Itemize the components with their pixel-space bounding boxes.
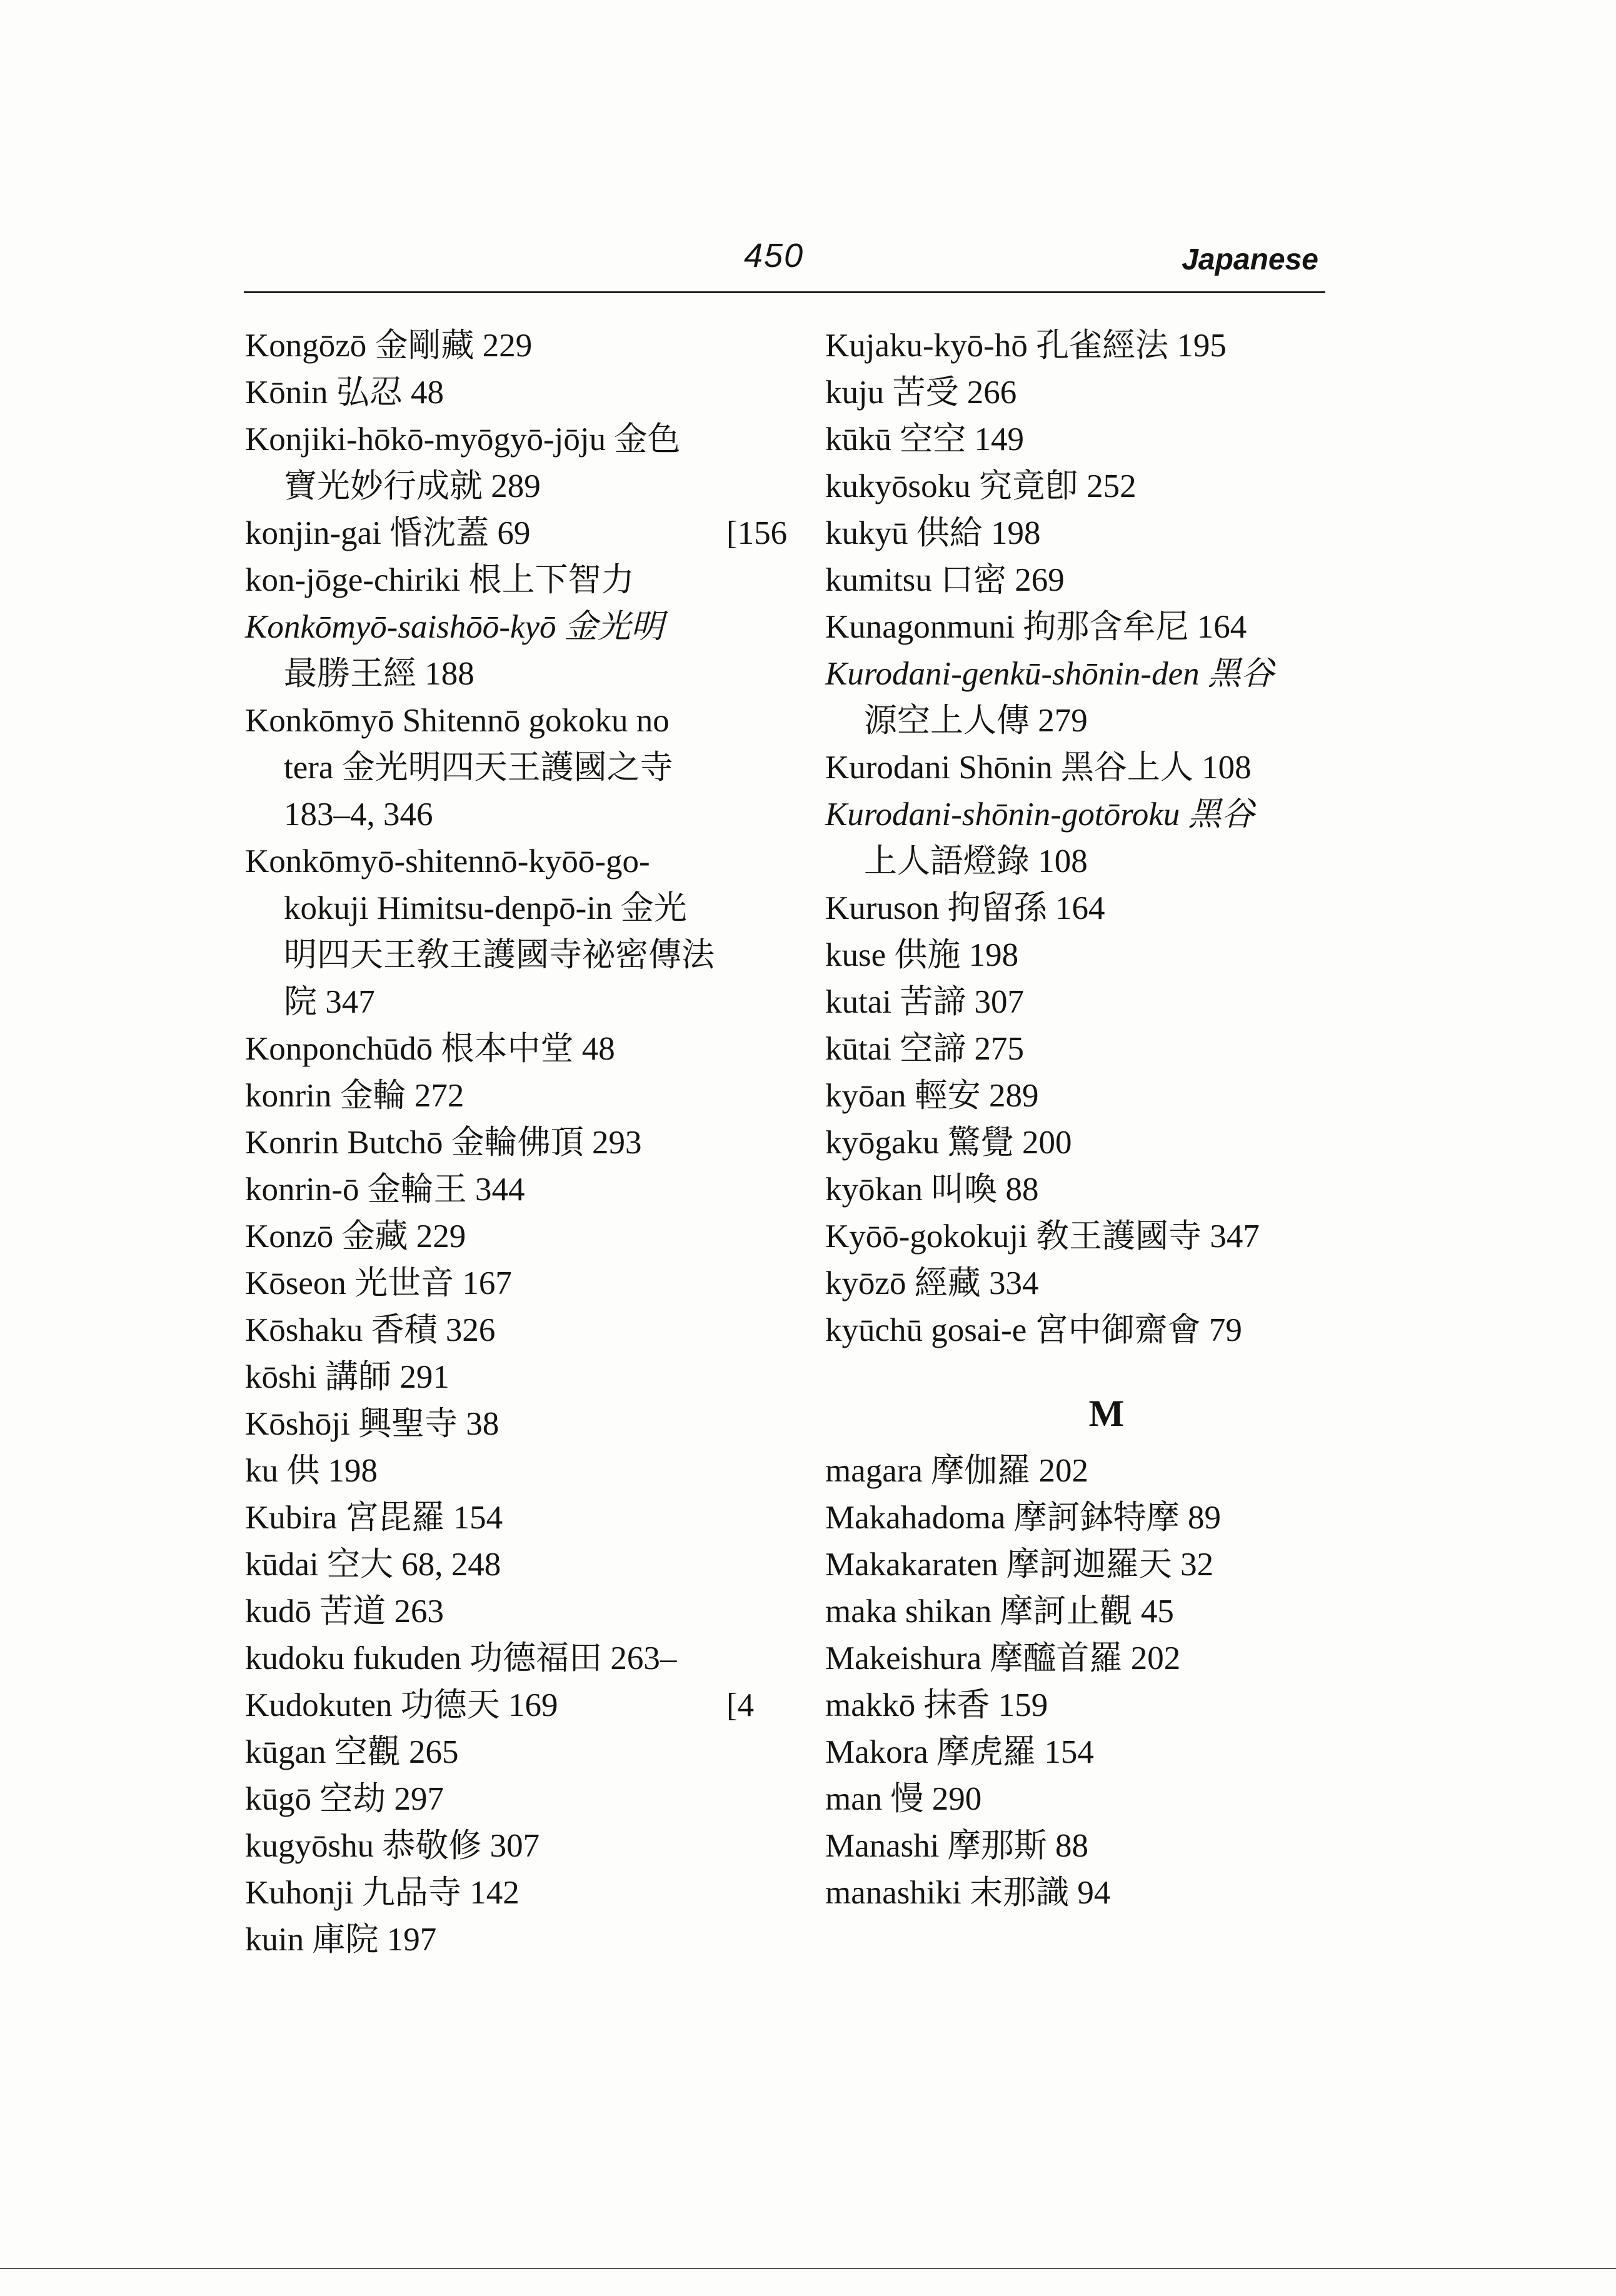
index-entry bbox=[825, 744, 1388, 791]
footer-rule bbox=[0, 2268, 1616, 2269]
entry-headword: Konrin Butchō 金輪佛頂 293 bbox=[245, 1125, 642, 1161]
entry-headword: kūgō 空劫 297 bbox=[245, 1781, 444, 1817]
entry-continuation: 最勝王經 188 bbox=[284, 656, 474, 692]
entry-headword: Kōshaku 香積 326 bbox=[245, 1312, 496, 1348]
entry-headword: maka shikan 摩訶止觀 45 bbox=[825, 1593, 1174, 1630]
index-entry bbox=[245, 1635, 808, 1682]
index-entry bbox=[825, 1588, 1388, 1635]
index-entry bbox=[825, 1823, 1388, 1870]
index-entry bbox=[245, 557, 808, 604]
index-entry bbox=[825, 1307, 1388, 1354]
entry-headword: konjin-gai 惛沈蓋 69 bbox=[245, 515, 531, 551]
index-entry bbox=[825, 1260, 1388, 1307]
entry-headword: Kurodani Shōnin 黑谷上人 108 bbox=[825, 749, 1252, 786]
entry-headword: Konkōmyō-saishōō-kyō 金光明 bbox=[245, 609, 664, 645]
entry-headword: Manashi 摩那斯 88 bbox=[825, 1828, 1089, 1864]
entry-headword: kudoku fukuden 功德福田 263– bbox=[245, 1640, 677, 1677]
right-column bbox=[825, 323, 1388, 1917]
index-entry bbox=[245, 1307, 808, 1354]
entry-headword: Konkōmyō-shitennō-kyōō-go- bbox=[245, 843, 650, 880]
index-entry bbox=[825, 557, 1388, 604]
entry-headword: konrin 金輪 272 bbox=[245, 1078, 464, 1114]
index-entry bbox=[245, 1588, 808, 1635]
index-entry bbox=[825, 323, 1388, 369]
entry-headword: makkō 抹香 159 bbox=[825, 1687, 1048, 1723]
entry-headword: konrin-ō 金輪王 344 bbox=[245, 1171, 525, 1208]
index-entry bbox=[245, 1073, 808, 1120]
index-entry bbox=[245, 838, 808, 1026]
index-entry bbox=[245, 1354, 808, 1401]
index-entry bbox=[825, 1026, 1388, 1073]
entry-headword: kuin 庫院 197 bbox=[245, 1922, 437, 1958]
entry-continuation: 源空上人傳 279 bbox=[864, 703, 1088, 739]
entry-headword: kukyōsoku 究竟卽 252 bbox=[825, 468, 1137, 504]
index-entry bbox=[825, 369, 1388, 416]
index-entry bbox=[245, 1260, 808, 1307]
index-entry bbox=[825, 791, 1388, 885]
entry-headword: man 慢 290 bbox=[825, 1781, 982, 1817]
entry-headword: Kudokuten 功德天 169 bbox=[245, 1687, 558, 1723]
index-entry bbox=[825, 1448, 1388, 1495]
entry-headword: Kurodani-shōnin-gotōroku 黑谷 bbox=[825, 796, 1255, 833]
page-number: 450 bbox=[744, 237, 805, 274]
entry-continuation: 183–4, 346 bbox=[284, 796, 433, 833]
index-entry bbox=[825, 979, 1388, 1026]
index-entry bbox=[245, 1917, 808, 1963]
entry-headword: Kubira 宮毘羅 154 bbox=[245, 1500, 503, 1536]
index-entry bbox=[825, 932, 1388, 979]
entry-headword: kyōzō 經藏 334 bbox=[825, 1265, 1039, 1301]
entry-continuation: 院 347 bbox=[284, 984, 375, 1020]
index-entry bbox=[825, 604, 1388, 651]
index-entry bbox=[825, 1776, 1388, 1823]
entry-continuation: 寶光妙行成就 289 bbox=[284, 468, 541, 504]
index-entry bbox=[245, 1166, 808, 1213]
index-entry bbox=[825, 1542, 1388, 1588]
entry-headword: kyōkan 叫喚 88 bbox=[825, 1171, 1039, 1208]
header-rule bbox=[244, 291, 1325, 293]
index-entry bbox=[245, 1120, 808, 1166]
index-entry bbox=[825, 463, 1388, 510]
entry-headword: Kuruson 拘留孫 164 bbox=[825, 890, 1105, 926]
entry-headword: Kyōō-gokokuji 敎王護國寺 347 bbox=[825, 1218, 1260, 1255]
entry-headword: Konzō 金藏 229 bbox=[245, 1218, 466, 1255]
index-entry bbox=[245, 1448, 808, 1495]
entry-headword: Konponchūdō 根本中堂 48 bbox=[245, 1031, 615, 1067]
margin-note: [4 bbox=[726, 1687, 755, 1723]
entry-headword: kudō 苦道 263 bbox=[245, 1593, 444, 1630]
entry-continuation: 上人語燈錄 108 bbox=[864, 843, 1088, 880]
entry-headword: Konkōmyō Shitennō gokoku no bbox=[245, 703, 670, 739]
running-head: Japanese bbox=[1182, 243, 1318, 276]
index-entry bbox=[245, 698, 808, 838]
entry-headword: kōshi 講師 291 bbox=[245, 1359, 449, 1395]
index-entry bbox=[245, 510, 808, 557]
entry-continuation: 明四天王敎王護國寺祕密傳法 bbox=[284, 937, 715, 973]
index-entry bbox=[825, 1635, 1388, 1682]
entry-headword: Kōseon 光世音 167 bbox=[245, 1265, 512, 1301]
entry-headword: Konjiki-hōkō-myōgyō-jōju 金色 bbox=[245, 421, 681, 458]
entry-headword: Kōnin 弘忍 48 bbox=[245, 374, 444, 411]
index-entry bbox=[825, 1729, 1388, 1776]
entry-headword: kūkū 空空 149 bbox=[825, 421, 1024, 458]
index-entry bbox=[245, 604, 808, 698]
index-entry bbox=[245, 1542, 808, 1588]
entry-headword: kyōan 輕安 289 bbox=[825, 1078, 1039, 1114]
entry-headword: kutai 苦諦 307 bbox=[825, 984, 1024, 1020]
index-entry bbox=[825, 1073, 1388, 1120]
entry-continuation: kokuji Himitsu-denpō-in 金光 bbox=[284, 890, 687, 926]
index-entry bbox=[245, 1729, 808, 1776]
entry-continuation: tera 金光明四天王護國之寺 bbox=[284, 749, 673, 786]
index-entry bbox=[825, 1870, 1388, 1917]
left-column bbox=[245, 323, 808, 1963]
index-entry bbox=[825, 1213, 1388, 1260]
entry-headword: kuse 供施 198 bbox=[825, 937, 1019, 973]
margin-note: [156 bbox=[726, 515, 788, 551]
entry-headword: kyōgaku 驚覺 200 bbox=[825, 1125, 1072, 1161]
index-entry bbox=[825, 885, 1388, 932]
entry-headword: kyūchū gosai-e 宮中御齋會 79 bbox=[825, 1312, 1242, 1348]
index-entry bbox=[245, 1870, 808, 1917]
index-entry bbox=[245, 1026, 808, 1073]
entry-headword: Kuhonji 九品寺 142 bbox=[245, 1875, 519, 1911]
entry-headword: kumitsu 口密 269 bbox=[825, 562, 1065, 598]
entry-headword: kuju 苦受 266 bbox=[825, 374, 1017, 411]
index-entry bbox=[245, 1682, 808, 1729]
entry-headword: kugyōshu 恭敬修 307 bbox=[245, 1828, 540, 1864]
entry-headword: magara 摩伽羅 202 bbox=[825, 1453, 1088, 1489]
index-entry bbox=[825, 1166, 1388, 1213]
entry-headword: kūgan 空觀 265 bbox=[245, 1734, 459, 1770]
entry-headword: ku 供 198 bbox=[245, 1453, 378, 1489]
entry-headword: kūdai 空大 68, 248 bbox=[245, 1547, 501, 1583]
entry-headword: kūtai 空諦 275 bbox=[825, 1031, 1024, 1067]
index-entry bbox=[245, 369, 808, 416]
index-entry bbox=[825, 416, 1388, 463]
index-entry bbox=[245, 1495, 808, 1542]
entry-headword: Makeishura 摩醯首羅 202 bbox=[825, 1640, 1181, 1677]
entry-headword: Kujaku-kyō-hō 孔雀經法 195 bbox=[825, 328, 1227, 364]
index-entry bbox=[245, 1213, 808, 1260]
entry-headword: Makahadoma 摩訶鉢特摩 89 bbox=[825, 1500, 1221, 1536]
entry-headword: Kunagonmuni 拘那含牟尼 164 bbox=[825, 609, 1247, 645]
entry-headword: kon-jōge-chiriki 根上下智力 bbox=[245, 562, 635, 598]
entry-headword: Makakaraten 摩訶迦羅天 32 bbox=[825, 1547, 1214, 1583]
index-entry bbox=[825, 1120, 1388, 1166]
entry-headword: Kōshōji 興聖寺 38 bbox=[245, 1406, 499, 1442]
entry-headword: Makora 摩虎羅 154 bbox=[825, 1734, 1094, 1770]
index-entry bbox=[825, 510, 1388, 557]
index-entry bbox=[825, 651, 1388, 744]
entry-headword: kukyū 供給 198 bbox=[825, 515, 1041, 551]
entry-headword: manashiki 末那識 94 bbox=[825, 1875, 1111, 1911]
entry-headword: Kongōzō 金剛藏 229 bbox=[245, 328, 533, 364]
index-entry bbox=[825, 1495, 1388, 1542]
index-entry bbox=[825, 1682, 1388, 1729]
section-letter: M bbox=[1088, 1393, 1125, 1434]
index-entry bbox=[245, 416, 808, 510]
index-entry bbox=[245, 1401, 808, 1448]
index-entry bbox=[245, 323, 808, 369]
index-entry bbox=[245, 1823, 808, 1870]
entry-headword: Kurodani-genkū-shōnin-den 黑谷 bbox=[825, 656, 1274, 692]
index-entry bbox=[245, 1776, 808, 1823]
